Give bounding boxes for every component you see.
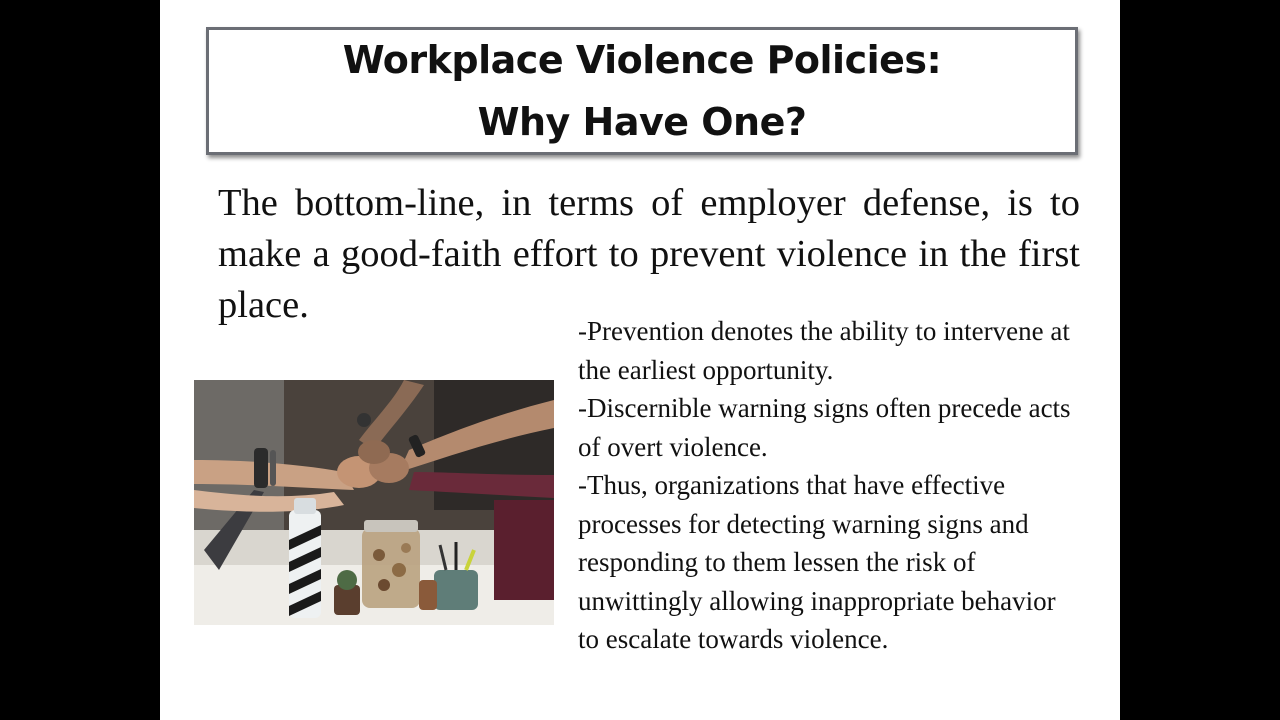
bullet-list xyxy=(578,312,1078,659)
slide xyxy=(160,0,1120,720)
team-fist-bump-photo xyxy=(194,380,554,625)
bullet-item: -Discernible warning signs often precede acts of overt violence. xyxy=(578,393,1071,462)
lead-paragraph: The bottom-line, in terms of employer defense, is to make a good-faith effort to prevent violence in the first place. xyxy=(218,182,1080,326)
bullet-item: -Prevention denotes the ability to intervene at the earliest opportunity. xyxy=(578,316,1070,385)
bullet-item: -Thus, organizations that have effective processes for detecting warning signs and responding to them lessen the risk of unwittingly allowing inappropriate behavior to escalate towards violence. xyxy=(578,470,1056,654)
slide-title-line-2: Why Have One? xyxy=(477,100,807,144)
slide-title-line-1: Workplace Violence Policies: xyxy=(342,38,942,82)
slide-title-box xyxy=(206,27,1078,155)
